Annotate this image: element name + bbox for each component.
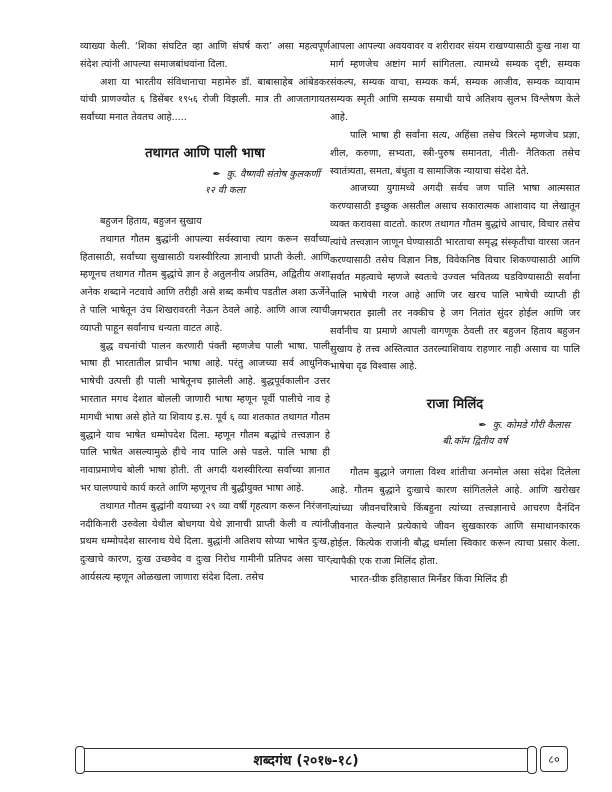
right-column	[330, 38, 580, 589]
article-author	[330, 418, 580, 434]
page-footer	[80, 748, 560, 778]
author-class: १२ वी कला	[204, 184, 246, 196]
article-title: तथागत आणि पाली भाषा	[145, 145, 265, 161]
paragraph: गौतम बुद्धाने जगाला विश्व शांतीचा अनमोल असा संदेश दिलेला आहे. गौतम बुद्धाने दुःखाचे कारण सांगितलेले आहे. आणि खरोखर त्यांच्या जीवनचरित्राचे किंबहुना त्यांच्या तत्त्वज्ञानाचे आचरण दैनंदिन जीवनात केल्याने प्रत्येकाचे जीवन सुखकारक आणि समाधानकारक होईल. कित्येक राजांनी बौद्ध धर्माला स्विकार करून त्याचा प्रसार केला. त्यापैकी एक राजा मिलिंद होता.	[330, 467, 580, 568]
article-author	[80, 167, 330, 183]
paragraph: व्याख्या केली. ‘शिका संघटित व्हा आणि संघर्ष करा’ असा महत्वपूर्ण संदेश त्यांनी आपल्या समाजबांधवांना दिला.	[80, 41, 330, 70]
paragraph: तथागत गौतम बुद्धांनी आपल्या सर्वस्वाचा त्याग करून सर्वांच्या हितासाठी, सर्वांच्या सुखासाठी यशस्वीरित्या ज्ञानाची प्राप्ती केली. आणि म्हणूनच तथागत गौतम बुद्धांचे ज्ञान हे अतुलनीय अप्रतिम, अद्वितीय अशा अनेक शब्दाने नटवावे आणि तरीही असे शब्द कमीच पडतील अशा ऊर्जेने ते पालि भाषेतून उंच शिखरावरती नेऊन ठेवले आहे. आणि आज त्याची व्याप्ती पाहून सर्वांनाच धन्यता वाटत आहे.	[80, 233, 330, 334]
magazine-title: शब्दगंध (२०१७-१८)	[253, 752, 359, 769]
paragraph: तथागत गौतम बुद्धांनी वयाच्या २९ व्या वर्षी गृहत्याग करून निरंजना नदीकिनारी उरुवेला येथील बोधगया येथे ज्ञानाची प्राप्ती केली व त्यांनी प्रथम धम्मोपदेश सारनाथ येथे दिला. बुद्धांनी अतिशय सोप्या भाषेत दुःख, दुःखाचे कारण, दुःख उच्छवेद व दुःख निरोध गामीनी प्रतिपद असा चार आर्यसत्य म्हणून ओळखला जाणारा संदेश दिला. तसेच	[80, 500, 330, 583]
page-number: ८०	[540, 746, 568, 772]
paragraph: बहुजन हिताय, बहुजन सुखाय	[100, 215, 202, 227]
paragraph: आपला आपल्या अवयवावर व शरीरावर संयम राखण्यासाठी दुःख नाश या मार्ग म्हणजेच अष्टांग मार्ग सांगितला. त्यामध्ये सम्यक दृष्टी, सम्यक संकल्प, सम्यक वाचा, सम्यक कर्म, सम्यक आजीव, सम्यक व्यायाम सम्यक स्मृती आणि सम्यक समाधी याचे अतिशय सुलभ विश्लेषण केले आहे.	[330, 41, 580, 124]
author-name: कु. कोमडे गौरी कैलास	[492, 420, 570, 432]
left-column	[80, 38, 330, 587]
paragraph: पालि भाषा ही सर्वांना सत्य, अहिंसा तसेच त्रिरत्ने म्हणजेच प्रज्ञा, शील, करुणा, सभ्यता, स्त्री-पुरुष समानता, नीती- नैतिकता तसेच स्वातंत्र्यता, समता, बंधुता व सामाजिक न्यायाचा संदेश देते.	[330, 129, 580, 177]
author-name: कु. वैष्णवी संतोष कुलकर्णी	[226, 168, 320, 180]
paragraph: आजच्या युगामध्ये अगदी सर्वच जण पालि भाषा आत्मसात करण्यासाठी इच्छुक असतील असाच सकारात्मक आशावाद या लेखातून व्यक्त करावसा वाटतो. कारण तथागत गौतम बुद्धांचे आचार, विचार तसेच त्यांचे तत्त्वज्ञान जाणून घेण्यासाठी भारताचा समृद्ध संस्कृतीचा वारसा जतन करण्यासाठी तसेच विज्ञान निष्ठ, विवेकनिष्ठ विचार शिकण्यासाठी आणि सर्वात महत्वाचे म्हणजे स्वतःचे उज्वल भवितव्य घडविण्यासाठी सर्वांना पालि भाषेची गरज आहे आणि जर खरच पालि भाषेची व्याप्ती ही जगभरात झाली तर नक्कीच हे जग नितांत सुंदर होईल आणि जर सर्वांनीच या प्रमाणे आपली वागणूक ठेवली तर बहुजन हिताय बहुजन सुखाय हे तत्त्व अस्तित्वात उतरल्याशिवाय राहणार नाही असाच या पालि भाषेचा दृढ विश्वास आहे.	[330, 183, 580, 373]
author-class: बी.कॉम द्वितीय वर्ष	[442, 436, 508, 448]
paragraph: बुद्ध वचनांची पालन करणारी पंक्ती म्हणजेच पाली भाषा. पाली भाषा ही भारतातील प्राचीन भाषा आहे. परंतु आजच्या सर्व आधुनिक भाषेची उत्पत्ती ही पाली भाषेतूनच झालेली आहे. बुद्धपूर्वकालीन उत्तर भारतात मगध देशात बोलली जाणारी भाषा म्हणून पूर्वी पालीचे नाव हे मागधी भाषा असे होते या शिवाय इ.स. पूर्व ६ व्या शतकात तथागत गौतम बुद्धाने याच भाषेत धम्मोपदेश दिला. म्हणून गौतम बद्धांचे तत्त्वज्ञान हे पालि भाषेत असल्यामुळे हीचे नाव पालि असे पडले. पालि भाषा ही नावाप्रमाणेच बोली भाषा होती. ती अगदी यशस्वीरित्या सर्वांच्या ज्ञानात भर घालण्याचे कार्य करते आणि म्हणूनच ती बुद्धीयुक्त भाषा आहे.	[80, 340, 330, 494]
pen-nib-icon: ✒	[478, 420, 487, 432]
paragraph: भारत-ग्रीक इतिहासात मिनँडर किंवा मिलिंद ही	[350, 573, 508, 585]
paragraph: अशा या भारतीय संविधानाचा महामेरु डॉ. बाबासाहेब आंबेडकर यांची प्राणज्योत ६ डिसेंबर १९५६ रोजी विझली. मात्र ती आजतागायत सर्वांच्या मनात तेवतच आहे.....	[80, 76, 330, 124]
article-title: राजा मिलिंद	[426, 397, 484, 413]
pen-nib-icon: ✒	[212, 168, 221, 180]
footer-banner	[80, 748, 532, 772]
